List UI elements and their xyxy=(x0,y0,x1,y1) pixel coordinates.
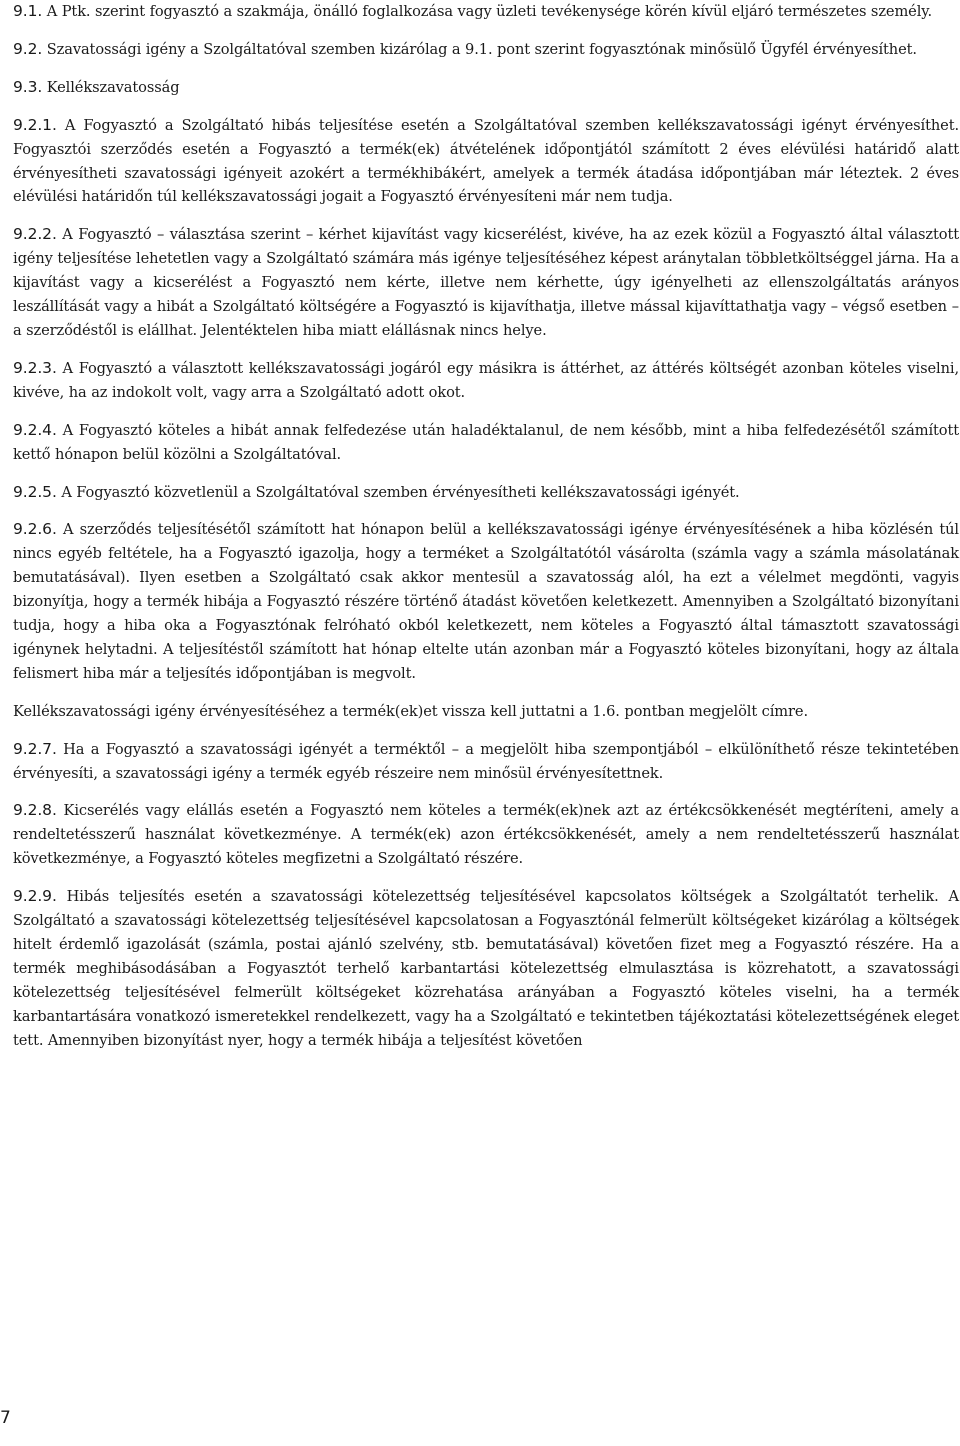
section-number: 9.2. xyxy=(13,39,43,58)
section-number: 9.2.8. xyxy=(13,801,57,820)
section-number: 9.2.7. xyxy=(13,739,57,758)
section-number: 9.2.2. xyxy=(13,225,57,244)
paragraph-text: A Fogyasztó a választott kellékszavatossági jogáról egy másikra is áttérhet, az áttérés költségét azonban köteles viselni, kivéve, ha az indokolt volt, vagy arra a Szolgáltató adott okot. xyxy=(13,359,959,401)
paragraph-text: A Fogyasztó közvetlenül a Szolgáltatóval szemben érvényesítheti kellékszavatossági igényét. xyxy=(56,483,740,501)
paragraph-text: Hibás teljesítés esetén a szavatossági kötelezettség teljesítésével kapcsolatos költségek a Szolgáltatót terhelik. A Szolgáltató a szavatossági kötelezettség teljesítésével kapcsolatosan a Fogyasztónál felmerült költségeket kizárólag a költségek hitelt érdemlő igazolását (számla, postai ajánló szelvény, stb. bemutatásával) követően fizet meg a Fogyasztó részére. Ha a termék meghibásodásában a Fogyasztót terhelő karbantartási kötelezettség elmulasztása is közrehatott, a szavatossági kötelezettség teljesítésével felmerült költségeket közrehatása arányában a Fogyasztó köteles viselni, ha a termék karbantartására vonatkozó ismeretekkel rendelkezett, vagy ha a Szolgáltató e tekintetben tájékoztatási kötelezettségének eleget tett. Amennyiben bizonyítást nyer, hogy a termék hibája a teljesítést követően xyxy=(13,888,959,1049)
document-page xyxy=(13,0,959,1053)
section-number: 9.2.9. xyxy=(13,887,57,906)
paragraph-9-1 xyxy=(13,0,959,24)
section-heading: Kellékszavatosság xyxy=(42,78,180,96)
paragraph-9-2-4 xyxy=(13,419,959,467)
paragraph-9-2-1 xyxy=(13,114,959,210)
heading-9-3 xyxy=(13,76,959,100)
section-number: 9.1. xyxy=(13,2,43,20)
paragraph-9-2-9 xyxy=(13,885,959,1052)
paragraph-9-2-6 xyxy=(13,518,959,685)
paragraph-return-address xyxy=(13,700,959,724)
paragraph-9-2-5 xyxy=(13,481,959,505)
paragraph-text: Ha a Fogyasztó a szavatossági igényét a terméktől – a megjelölt hiba szempontjából – elkülöníthető része tekintetében érvényesíti, a szavatossági igény a termék egyéb részeire nem minősül érvényesítettnek. xyxy=(13,740,959,782)
paragraph-text: Kellékszavatossági igény érvényesítéséhez a termék(ek)et vissza kell juttatni a 1.6. pontban megjelölt címre. xyxy=(13,702,808,720)
page-number: 7 xyxy=(0,1408,11,1428)
section-number: 9.2.3. xyxy=(13,358,57,377)
paragraph-9-2-7 xyxy=(13,738,959,786)
section-number: 9.2.4. xyxy=(13,420,57,439)
paragraph-9-2-3 xyxy=(13,357,959,405)
section-number: 9.2.6. xyxy=(13,520,57,539)
section-number: 9.3. xyxy=(13,77,43,96)
paragraph-text: A szerződés teljesítésétől számított hat hónapon belül a kellékszavatossági igénye érvényesítésének a hiba közlésén túl nincs egyéb feltétele, ha a Fogyasztó igazolja, hogy a terméket a Szolgáltatótól vásárolta (számla vagy a számla másolatának bemutatásával). Ilyen esetben a Szolgáltató csak akkor mentesül a szavatosság alól, ha ezt a vélelmet megdönti, vagyis bizonyítja, hogy a termék hibája a Fogyasztó részére történő átadást követően keletkezett. Amennyiben a Szolgáltató bizonyítani tudja, hogy a hiba oka a Fogyasztónak felróható okból keletkezett, nem köteles a Fogyasztó által támasztott szavatossági igénynek helytadni. A teljesítéstől számított hat hónap eltelte után azonban már a Fogyasztó köteles bizonyítani, hogy az általa felismert hiba már a teljesítés időpontjában is megvolt. xyxy=(13,521,959,682)
paragraph-9-2-2 xyxy=(13,223,959,343)
paragraph-text: A Ptk. szerint fogyasztó a szakmája, önálló foglalkozása vagy üzleti tevékenysége körén kívül eljáró természetes személy. xyxy=(42,3,933,20)
section-number: 9.2.1. xyxy=(13,115,57,134)
paragraph-9-2-8 xyxy=(13,799,959,871)
paragraph-text: A Fogyasztó köteles a hibát annak felfedezése után haladéktalanul, de nem később, mint a hiba felfedezésétől számított kettő hónapon belül közölni a Szolgáltatóval. xyxy=(13,421,959,463)
section-number: 9.2.5. xyxy=(13,482,57,501)
paragraph-9-2 xyxy=(13,38,959,62)
paragraph-text: Kicserélés vagy elállás esetén a Fogyasztó nem köteles a termék(ek)nek azt az értékcsökkenését megtéríteni, amely a rendeltetésszerű használat következménye. A termék(ek) azon értékcsökkenését, amely a nem rendeltetésszerű használat következménye, a Fogyasztó köteles megfizetni a Szolgáltató részére. xyxy=(13,802,959,868)
paragraph-text: A Fogyasztó – választása szerint – kérhet kijavítást vagy kicserélést, kivéve, ha az ezek közül a Fogyasztó által választott igény teljesítése lehetetlen vagy a Szolgáltató számára más igénye teljesítéséhez képest aránytalan többletköltséggel járna. Ha a kijavítást vagy a kicserélést a Fogyasztó nem kérte, illetve nem kérhette, úgy igényelheti az ellenszolgáltatás arányos leszállítását vagy a hibát a Szolgáltató költségére a Fogyasztó is kijavíthatja, illetve mással kijavíttathatja vagy – végső esetben – a szerződéstől is elállhat. Jelentéktelen hiba miatt elállásnak nincs helye. xyxy=(13,226,959,339)
paragraph-text: A Fogyasztó a Szolgáltató hibás teljesítése esetén a Szolgáltatóval szemben kellékszavatossági igényt érvényesíthet. Fogyasztói szerződés esetén a Fogyasztó a termék(ek) átvételének időpontjától számított 2 éves elévülési határidő alatt érvényesítheti szavatossági igényeit azokért a termékhibákért, amelyek a termék átadása időpontjában már léteztek. 2 éves elévülési határidőn túl kellékszavatossági jogait a Fogyasztó érvényesíteni már nem tudja. xyxy=(13,116,959,206)
paragraph-text: Szavatossági igény a Szolgáltatóval szemben kizárólag a 9.1. pont szerint fogyasztónak minősülő Ügyfél érvényesíthet. xyxy=(42,40,917,58)
